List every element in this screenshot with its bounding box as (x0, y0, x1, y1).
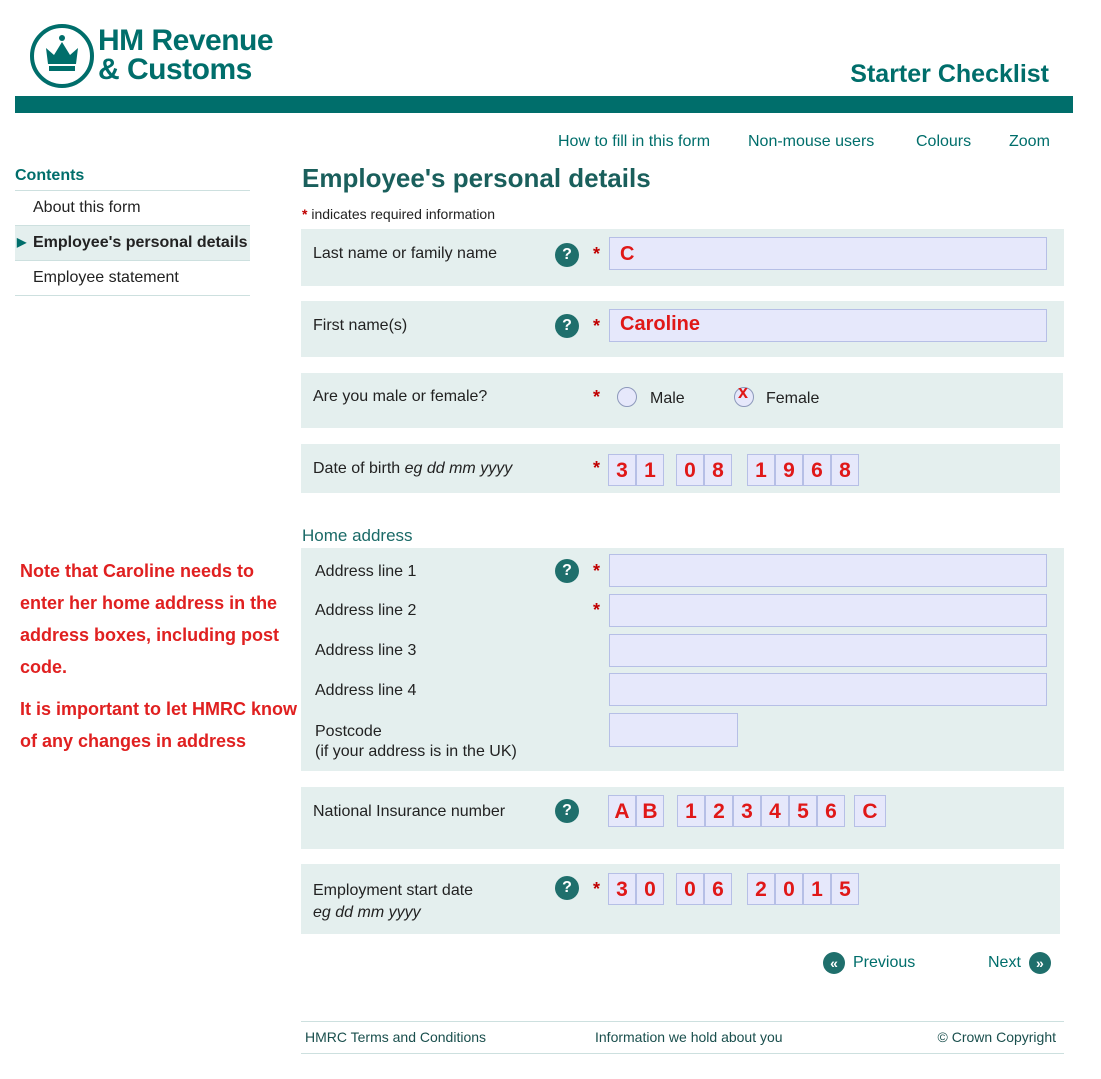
ni-digit[interactable]: 6 (817, 795, 845, 827)
dob-month-digit[interactable]: 8 (704, 454, 732, 486)
dob-year-digit[interactable]: 1 (747, 454, 775, 486)
required-note-text: indicates required information (311, 206, 495, 222)
terms-link[interactable]: HMRC Terms and Conditions (305, 1029, 487, 1045)
male-radio[interactable] (617, 387, 637, 407)
contents-heading: Contents (15, 167, 250, 191)
required-star: * (302, 206, 308, 222)
ni-digit[interactable]: 1 (677, 795, 705, 827)
dob-year-digit[interactable]: 6 (803, 454, 831, 486)
top-links (558, 133, 1058, 153)
required-star: * (593, 244, 601, 264)
dob-label-text: Date of birth (313, 460, 401, 477)
help-icon[interactable]: ? (555, 314, 579, 338)
required-note (302, 206, 495, 222)
ni-digit[interactable]: 3 (733, 795, 761, 827)
hmrc-logo (30, 22, 280, 92)
ni-digit[interactable]: 2 (705, 795, 733, 827)
start-date-label (313, 880, 473, 924)
home-address-panel (301, 548, 1064, 771)
start-date-label-text: Employment start date (313, 882, 474, 899)
sidebar-item-label: About this form (33, 199, 141, 216)
sidebar-item-label: Employee's personal details (33, 234, 248, 251)
crown-icon (30, 24, 94, 88)
last-name-row (301, 229, 1064, 286)
start-day-digit[interactable]: 3 (608, 873, 636, 905)
start-year-digit[interactable]: 2 (747, 873, 775, 905)
contents-sidebar (15, 167, 250, 296)
start-day-digit[interactable]: 0 (636, 873, 664, 905)
next-label: Next (988, 954, 1021, 971)
logo-line-1: HM Revenue (98, 24, 274, 57)
start-year-digit[interactable]: 0 (775, 873, 803, 905)
ni-row (301, 787, 1064, 849)
last-name-label: Last name or family name (313, 245, 498, 262)
logo-line-2: & Customs (98, 53, 252, 86)
ni-digit[interactable]: 5 (789, 795, 817, 827)
note-paragraph: Note that Caroline needs to enter her home address in the address boxes, including post code. (20, 561, 280, 677)
first-name-label: First name(s) (313, 317, 408, 334)
postcode-input[interactable] (609, 713, 738, 747)
start-date-row (301, 864, 1060, 934)
current-arrow-icon: ▶ (17, 235, 27, 249)
double-chevron-right-icon: » (1029, 952, 1051, 974)
home-address-heading: Home address (302, 526, 413, 545)
help-icon[interactable]: ? (555, 559, 579, 583)
dob-day-digit[interactable]: 3 (608, 454, 636, 486)
first-name-row (301, 301, 1064, 357)
gender-row (301, 373, 1063, 428)
help-icon[interactable]: ? (555, 799, 579, 823)
gender-label: Are you male or female? (313, 388, 488, 405)
start-year-digit[interactable]: 1 (803, 873, 831, 905)
address-line-4-input[interactable] (609, 673, 1047, 706)
dob-label (313, 460, 512, 478)
postcode-label (315, 722, 517, 762)
footer (301, 1021, 1064, 1054)
dob-day-digit[interactable]: 1 (636, 454, 664, 486)
previous-button[interactable] (823, 952, 915, 974)
address-line-1-input[interactable] (609, 554, 1047, 587)
required-star: * (593, 316, 601, 336)
header-bar (15, 96, 1073, 113)
zoom-link[interactable]: Zoom (1009, 133, 1050, 150)
how-to-fill-link[interactable]: How to fill in this form (558, 133, 711, 150)
info-link[interactable]: Information we hold about you (595, 1029, 783, 1045)
required-star: * (593, 879, 601, 899)
sidebar-item-about[interactable] (15, 191, 250, 226)
ni-prefix-char[interactable]: B (636, 795, 664, 827)
selected-x-mark: x (738, 382, 749, 402)
annotation-note (20, 555, 300, 757)
postcode-hint: (if your address is in the UK) (315, 743, 517, 760)
previous-label: Previous (853, 954, 916, 971)
start-month-digit[interactable]: 0 (676, 873, 704, 905)
copyright-link[interactable]: © Crown Copyright (937, 1029, 1056, 1045)
non-mouse-users-link[interactable]: Non-mouse users (748, 133, 875, 150)
female-radio[interactable] (734, 382, 754, 407)
female-label: Female (766, 390, 820, 407)
first-name-input[interactable]: Caroline (609, 309, 1047, 342)
ni-label: National Insurance number (313, 803, 506, 820)
sidebar-item-statement[interactable] (15, 261, 250, 296)
required-star: * (593, 387, 601, 407)
address-line-1-label: Address line 1 (315, 563, 417, 580)
postcode-label-text: Postcode (315, 723, 382, 740)
address-line-4-label: Address line 4 (315, 682, 417, 699)
next-button[interactable] (988, 952, 1051, 974)
sidebar-item-personal-details[interactable] (15, 226, 250, 261)
dob-year-digit[interactable]: 8 (831, 454, 859, 486)
help-icon[interactable]: ? (555, 876, 579, 900)
colours-link[interactable]: Colours (916, 133, 972, 150)
sidebar-item-label: Employee statement (33, 269, 179, 286)
dob-year-digit[interactable]: 9 (775, 454, 803, 486)
address-line-3-input[interactable] (609, 634, 1047, 667)
dob-hint: eg dd mm yyyy (404, 460, 513, 477)
required-star: * (593, 600, 601, 620)
dob-month-digit[interactable]: 0 (676, 454, 704, 486)
start-year-digit[interactable]: 5 (831, 873, 859, 905)
page-title: Employee's personal details (302, 163, 651, 193)
ni-prefix-char[interactable]: A (608, 795, 636, 827)
double-chevron-left-icon: « (823, 952, 845, 974)
start-month-digit[interactable]: 6 (704, 873, 732, 905)
app-title: Starter Checklist (850, 60, 1049, 88)
ni-suffix-char[interactable]: C (854, 795, 886, 827)
address-line-2-input[interactable] (609, 594, 1047, 627)
dob-row (301, 444, 1060, 493)
ni-digit[interactable]: 4 (761, 795, 789, 827)
address-line-2-label: Address line 2 (315, 602, 417, 619)
male-label: Male (650, 390, 685, 407)
address-line-3-label: Address line 3 (315, 642, 417, 659)
required-star: * (593, 561, 601, 581)
help-icon[interactable]: ? (555, 243, 579, 267)
required-star: * (593, 458, 601, 478)
last-name-input[interactable]: C (609, 237, 1047, 270)
note-paragraph: It is important to let HMRC know of any changes in address (20, 699, 297, 751)
start-date-hint: eg dd mm yyyy (313, 904, 421, 921)
